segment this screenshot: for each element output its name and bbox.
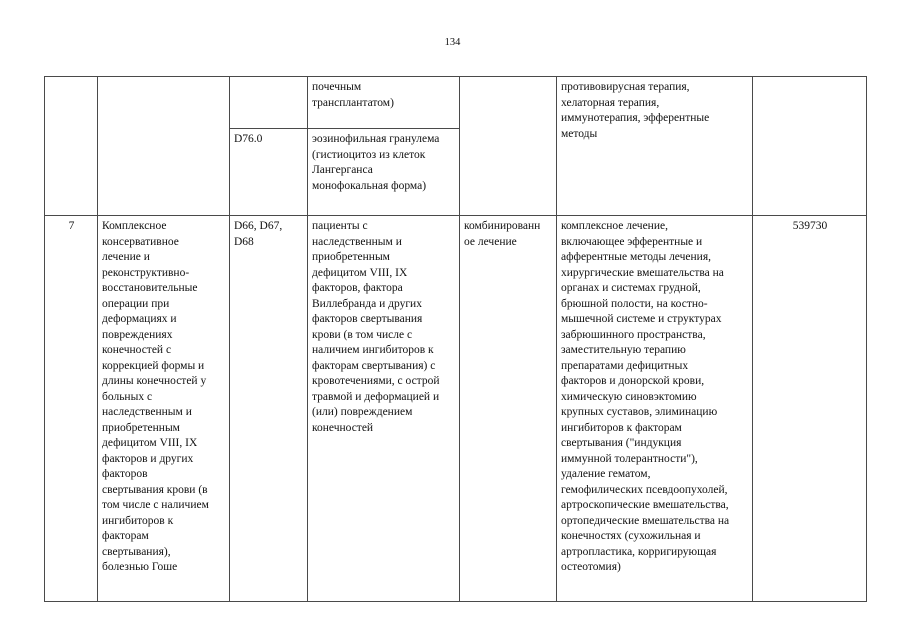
cell-price: 539730 bbox=[753, 216, 867, 602]
cell-price bbox=[753, 77, 867, 216]
cell-method: противовирусная терапия, хелаторная терапия, иммунотерапия, эфферентные методы bbox=[557, 77, 753, 216]
cell-code: D76.0 bbox=[230, 129, 308, 216]
cell-model: пациенты с наследственным и приобретенным дефицитом VIII, IX факторов, фактора Виллебранда и других факторов свертывания крови (в том числе с наличием ингибиторов к факторам свертывания) с кровотечениями, с острой травмой и деформацией и (или) повреждением конечностей bbox=[308, 216, 460, 602]
cell-model: эозинофильная гранулема (гистиоцитоз из клеток Лангерганса монофокальная форма) bbox=[308, 129, 460, 216]
cell-method: комплексное лечение, включающее эфферентные и афферентные методы лечения, хирургические вмешательства на органах и системах грудной, брюшной полости, на костно- мышечной системе и структурах забрюшинного пространства, заместительную терапию препаратами дефицитных факторов и донорской крови, химическую синовэктомию крупных суставов, элиминацию ингибиторов к факторам свертывания ("индукция иммунной толерантности"), удаление гематом, гемофилических псевдоопухолей, артроскопические вмешательства, ортопедические вмешательства на конечностях (сухожильная и артропластика, корригирующая остеотомия) bbox=[557, 216, 753, 602]
cell-treatment-type: комбинированн ое лечение bbox=[460, 216, 557, 602]
cell-number bbox=[45, 77, 98, 216]
cell-treatment-type bbox=[460, 77, 557, 216]
page-number: 134 bbox=[444, 37, 461, 48]
cell-name: Комплексное консервативное лечение и реконструктивно- восстановительные операции при деформациях и повреждениях конечностей с коррекцией формы и длины конечностей у больных с наследственным и приобретенным дефицитом VIII, IX факторов и других факторов свертывания крови (в том числе с наличием ингибиторов к факторам свертывания), болезнью Гоше bbox=[98, 216, 230, 602]
cell-model: почечным трансплантатом) bbox=[308, 77, 460, 129]
table-row bbox=[45, 77, 867, 129]
cell-number: 7 bbox=[45, 216, 98, 602]
cell-name bbox=[98, 77, 230, 216]
cell-code: D66, D67, D68 bbox=[230, 216, 308, 602]
cell-code bbox=[230, 77, 308, 129]
services-table bbox=[44, 76, 867, 602]
table-row bbox=[45, 216, 867, 602]
